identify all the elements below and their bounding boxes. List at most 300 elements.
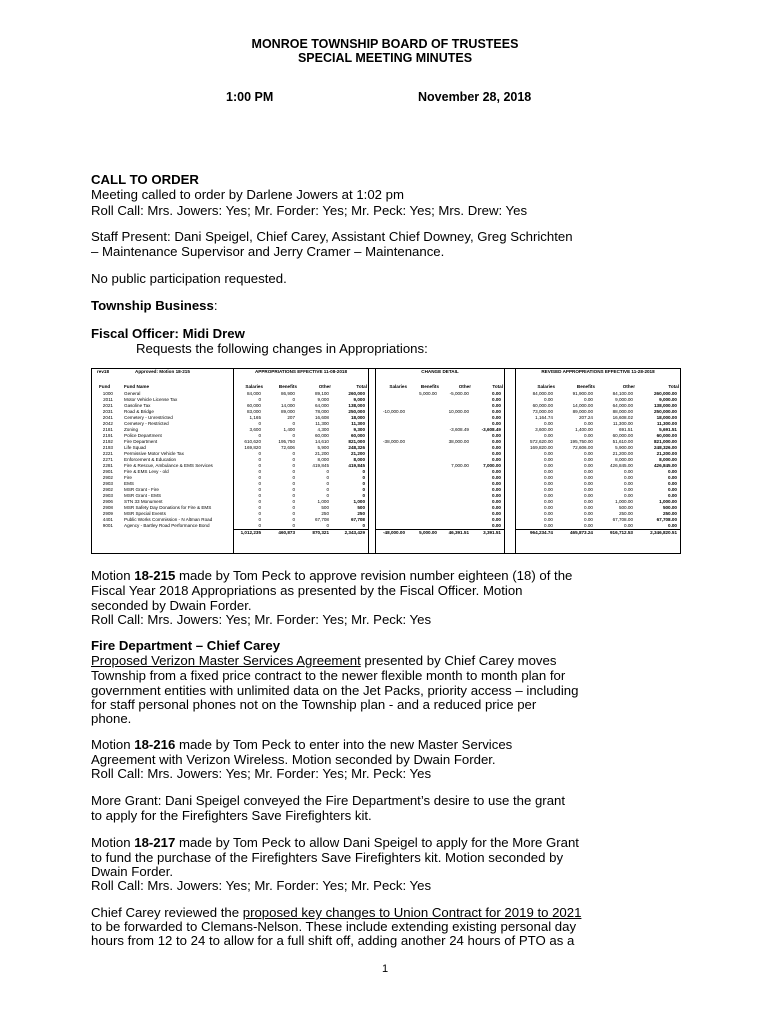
- value-cell: 419,845: [348, 463, 365, 468]
- total-cell: 2,343,429: [344, 530, 365, 535]
- value-cell: 64,000: [314, 403, 329, 408]
- value-cell: 250: [321, 511, 329, 516]
- fund-number-cell: 4401: [102, 517, 113, 522]
- value-cell: 5,900: [317, 445, 329, 450]
- fund-name-cell: Fire & Rescue, Ambulance & EMS Services: [124, 463, 213, 468]
- value-cell: 84,100.00: [612, 391, 633, 396]
- motion-216-roll-call: Roll Call: Mrs. Jowers: Yes; Mr. Forder: Yes; Mr. Peck: Yes: [91, 766, 432, 781]
- value-cell: 195,750.00: [570, 439, 593, 444]
- value-cell: 0: [362, 487, 365, 492]
- fund-number-cell: 2903: [102, 493, 113, 498]
- value-cell: 0.00: [544, 397, 553, 402]
- value-cell: 0.00: [624, 493, 633, 498]
- value-cell: 207: [287, 415, 295, 420]
- column-header-total: Total: [492, 384, 503, 389]
- value-cell: 0.00: [544, 457, 553, 462]
- value-cell: 250: [357, 511, 365, 516]
- value-cell: 84,000.00: [532, 391, 553, 396]
- value-cell: 0: [362, 475, 365, 480]
- value-cell: 0.00: [492, 421, 501, 426]
- value-cell: 0.00: [668, 481, 677, 486]
- fund-number-cell: 2011: [103, 397, 113, 402]
- value-cell: 0: [292, 505, 295, 510]
- value-cell: 0: [292, 451, 295, 456]
- value-cell: 260,000: [348, 391, 365, 396]
- fund-name-cell: Gasoline Tax: [124, 403, 151, 408]
- value-cell: 691.51: [618, 427, 633, 432]
- grant-line-2: to apply for the Firefighters Save Firefighters kit.: [91, 808, 372, 823]
- value-cell: 0.00: [492, 481, 501, 486]
- value-cell: 0.00: [492, 469, 501, 474]
- total-divider: [233, 529, 369, 530]
- value-cell: 0: [326, 481, 329, 486]
- fund-number-cell: 2281: [102, 463, 113, 468]
- value-cell: 0.00: [584, 493, 593, 498]
- value-cell: 0.00: [492, 397, 501, 402]
- value-cell: 0.00: [668, 523, 677, 528]
- total-cell: 465,873.24: [570, 530, 593, 535]
- fund-name-cell: EMS: [124, 481, 134, 486]
- table-approved: Approved: Motion 18-215: [135, 369, 190, 374]
- value-cell: -10,000.00: [383, 409, 405, 414]
- value-cell: 419,845: [312, 463, 329, 468]
- fund-number-cell: 2031: [102, 409, 113, 414]
- value-cell: 0.00: [544, 421, 553, 426]
- value-cell: 5,000.00: [419, 391, 437, 396]
- fund-name-cell: Cemetery - Unrestricted: [124, 415, 173, 420]
- value-cell: 9,300: [353, 427, 365, 432]
- value-cell: 0: [258, 499, 261, 504]
- column-header-benefits: Benefits: [576, 384, 595, 389]
- column-header-salaries: Salaries: [537, 384, 555, 389]
- value-cell: 5,900.00: [615, 445, 633, 450]
- fund-name-cell: MSR Grant - Fire: [124, 487, 159, 492]
- value-cell: 0: [362, 493, 365, 498]
- value-cell: 0: [292, 511, 295, 516]
- fund-number-cell: 2271: [102, 457, 113, 462]
- value-cell: 0: [292, 421, 295, 426]
- motion-prefix: Motion: [91, 737, 135, 752]
- meeting-date: November 28, 2018: [418, 90, 532, 104]
- value-cell: 8,000: [317, 457, 329, 462]
- value-cell: 0.00: [492, 451, 501, 456]
- value-cell: 0: [258, 523, 261, 528]
- value-cell: 89,000: [280, 409, 295, 414]
- value-cell: 0: [362, 523, 365, 528]
- fund-name-cell: Public Works Commission - N Altman Road: [124, 517, 213, 522]
- value-cell: 0: [326, 523, 329, 528]
- fund-name-cell: STN 33 Monument: [124, 499, 163, 504]
- value-cell: 0.00: [492, 439, 501, 444]
- value-cell: 11,300: [351, 421, 365, 426]
- value-cell: 0.00: [492, 457, 501, 462]
- fund-name-cell: Road & Bridge: [124, 409, 154, 414]
- fund-number-cell: 2193: [102, 445, 113, 450]
- fund-number-cell: 1000: [102, 391, 113, 396]
- value-cell: 1,400.00: [575, 427, 593, 432]
- value-cell: 1,000: [353, 499, 365, 504]
- union-contract-link[interactable]: proposed key changes to Union Contract for 2019 to 2021: [242, 905, 582, 920]
- column-header-other: Other: [622, 384, 635, 389]
- value-cell: 16,608: [314, 415, 329, 420]
- value-cell: 195,750: [278, 439, 295, 444]
- value-cell: 0.00: [544, 505, 553, 510]
- fund-number-cell: 2221: [102, 451, 113, 456]
- value-cell: 5,691.51: [659, 427, 677, 432]
- fund-number-cell: 2909: [102, 511, 113, 516]
- value-cell: 83,000: [246, 409, 261, 414]
- value-cell: -3,608.49: [481, 427, 501, 432]
- value-cell: 0: [258, 517, 261, 522]
- group-heading-appropriations: APPROPRIATIONS EFFECTIVE 11-08-2018: [254, 369, 348, 374]
- value-cell: 0: [326, 469, 329, 474]
- value-cell: 0: [292, 469, 295, 474]
- fund-name-cell: Life Squad: [124, 445, 146, 450]
- value-cell: 11,300.00: [612, 421, 633, 426]
- fund-name-cell: MSR Special Events: [124, 511, 166, 516]
- fund-number-cell: 2902: [102, 487, 113, 492]
- value-cell: 0.00: [668, 475, 677, 480]
- value-cell: 0.00: [624, 523, 633, 528]
- column-header-benefits: Benefits: [420, 384, 439, 389]
- value-cell: 7,000.00: [483, 463, 501, 468]
- value-cell: 9,000.00: [659, 397, 677, 402]
- union-line-3: hours from 12 to 24 to allow for a full shift off, adding another 24 hours of PTO as a: [91, 933, 575, 948]
- column-header-fund-name: Fund Name: [124, 384, 150, 389]
- total-cell: -48,000.00: [383, 530, 405, 535]
- fund-number-cell: 2181: [102, 427, 113, 432]
- value-cell: 0.00: [544, 475, 553, 480]
- value-cell: 821,000: [348, 439, 365, 444]
- value-cell: 0: [292, 487, 295, 492]
- value-cell: 0.00: [492, 433, 501, 438]
- fund-number-cell: 2908: [102, 505, 113, 510]
- value-cell: 0.00: [492, 511, 501, 516]
- column-header-other: Other: [458, 384, 471, 389]
- fund-name-cell: Enforcement & Education: [124, 457, 177, 462]
- value-cell: 0.00: [584, 463, 593, 468]
- total-cell: 964,234.74: [530, 530, 553, 535]
- value-cell: 250.00: [662, 511, 677, 516]
- motion-215-line-2: Fiscal Year 2018 Appropriations as presented by the Fiscal Officer. Motion: [91, 583, 523, 598]
- value-cell: 500: [357, 505, 365, 510]
- value-cell: 0.00: [624, 481, 633, 486]
- value-cell: 0: [258, 511, 261, 516]
- value-cell: 821,000.00: [654, 439, 677, 444]
- fund-name-cell: General: [124, 391, 141, 396]
- value-cell: 9,000: [353, 397, 365, 402]
- value-cell: 64,000.00: [612, 403, 633, 408]
- value-cell: 138,000.00: [654, 403, 677, 408]
- value-cell: 0.00: [544, 487, 553, 492]
- value-cell: 0.00: [544, 481, 553, 486]
- total-cell: 870,321: [312, 530, 329, 535]
- value-cell: 21,200.00: [612, 451, 633, 456]
- value-cell: 21,200: [314, 451, 329, 456]
- value-cell: 60,000: [246, 403, 261, 408]
- value-cell: 3,600.00: [535, 427, 553, 432]
- value-cell: 138,000: [348, 403, 365, 408]
- value-cell: 0.00: [668, 493, 677, 498]
- total-divider: [375, 529, 505, 530]
- value-cell: 78,000: [314, 409, 329, 414]
- fund-name-cell: MSR Grant - EMS: [124, 493, 162, 498]
- value-cell: 248,326: [348, 445, 365, 450]
- total-cell: 46,391.51: [448, 530, 469, 535]
- fire-line-5: phone.: [91, 711, 132, 726]
- motion-number: 18-217: [134, 835, 176, 850]
- value-cell: 0.00: [584, 523, 593, 528]
- call-to-order-heading: CALL TO ORDER: [91, 172, 199, 187]
- value-cell: 0: [292, 517, 295, 522]
- value-cell: 0: [326, 487, 329, 492]
- value-cell: 248,326.00: [654, 445, 677, 450]
- column-header-salaries: Salaries: [245, 384, 263, 389]
- value-cell: 60,000.00: [656, 433, 677, 438]
- group-heading-change: CHANGE DETAIL: [421, 369, 459, 374]
- union-line-2: to be forwarded to Clemans-Nelson. These include extending existing personal day: [91, 919, 577, 934]
- staff-present-line-2: – Maintenance Supervisor and Jerry Cramer – Maintenance.: [91, 244, 445, 259]
- value-cell: 14,000.00: [572, 403, 593, 408]
- value-cell: 250.00: [618, 511, 633, 516]
- motion-216-line-1: [91, 737, 512, 752]
- fund-number-cell: 2042: [102, 421, 113, 426]
- value-cell: 0.00: [492, 505, 501, 510]
- union-line-1: [91, 905, 581, 920]
- board-title: MONROE TOWNSHIP BOARD OF TRUSTEES: [251, 37, 519, 51]
- fund-name-cell: Cemetery - Restricted: [124, 421, 169, 426]
- value-cell: 9,000.00: [615, 397, 633, 402]
- motion-217-roll-call: Roll Call: Mrs. Jowers: Yes; Mr. Forder: Yes; Mr. Peck: Yes: [91, 878, 432, 893]
- value-cell: 0.00: [544, 517, 553, 522]
- motion-217-line-3: Dwain Forder.: [91, 864, 174, 879]
- column-header-total: Total: [668, 384, 679, 389]
- motion-number: 18-216: [134, 737, 176, 752]
- value-cell: 67,708: [350, 517, 365, 522]
- motion-215-line-1: [91, 568, 572, 583]
- value-cell: 14,610: [314, 439, 329, 444]
- value-cell: 60,000.00: [532, 403, 553, 408]
- value-cell: 8,000: [353, 457, 365, 462]
- value-cell: 18,000: [350, 415, 365, 420]
- fiscal-request-line: Requests the following changes in Appropriations:: [136, 341, 428, 356]
- value-cell: 0.00: [584, 517, 593, 522]
- value-cell: 1,400: [283, 427, 295, 432]
- value-cell: 0: [258, 451, 261, 456]
- fund-number-cell: 2902: [102, 475, 113, 480]
- total-divider: [515, 529, 681, 530]
- value-cell: 0: [326, 475, 329, 480]
- value-cell: 0.00: [492, 523, 501, 528]
- value-cell: 88,000.00: [612, 409, 633, 414]
- fund-name-cell: Motor Vehicle License Tax: [124, 397, 178, 402]
- value-cell: 72,606.00: [572, 445, 593, 450]
- column-header-fund: Fund: [99, 384, 111, 389]
- fire-line-1-text: presented by Chief Carey moves: [360, 653, 557, 668]
- value-cell: 0: [258, 487, 261, 492]
- value-cell: 500.00: [662, 505, 677, 510]
- value-cell: 73,000.00: [532, 409, 553, 414]
- value-cell: 8,000.00: [659, 457, 677, 462]
- motion-text: made by Tom Peck to approve revision number eighteen (18) of the: [175, 568, 573, 583]
- value-cell: 4,300: [317, 427, 329, 432]
- grant-line-1: More Grant: Dani Speigel conveyed the Fire Department’s desire to use the grant: [91, 793, 566, 808]
- value-cell: 169,820: [244, 445, 261, 450]
- column-header-other: Other: [318, 384, 331, 389]
- value-cell: -38,000.00: [383, 439, 405, 444]
- value-cell: 0: [258, 481, 261, 486]
- value-cell: 0.00: [624, 475, 633, 480]
- motion-text: made by Tom Peck to enter into the new Master Services: [175, 737, 513, 752]
- total-cell: 5,000.00: [419, 530, 437, 535]
- value-cell: 67,708: [314, 517, 329, 522]
- value-cell: 60,000.00: [612, 433, 633, 438]
- value-cell: 89,100: [314, 391, 329, 396]
- value-cell: 0.00: [544, 523, 553, 528]
- fund-number-cell: 2903: [102, 481, 113, 486]
- value-cell: 0.00: [492, 391, 501, 396]
- fund-name-cell: Police Department: [124, 433, 162, 438]
- fire-line-1: [91, 653, 556, 668]
- fund-name-cell: Fire & EMS Levy - old: [124, 469, 169, 474]
- value-cell: 0: [258, 433, 261, 438]
- value-cell: 0.00: [544, 469, 553, 474]
- value-cell: 0.00: [492, 493, 501, 498]
- value-cell: 0: [258, 457, 261, 462]
- value-cell: 9,000: [317, 397, 329, 402]
- appropriations-table: [91, 368, 681, 554]
- public-participation: No public participation requested.: [91, 271, 287, 286]
- value-cell: 250,000.00: [654, 409, 677, 414]
- total-cell: 460,873: [278, 530, 295, 535]
- value-cell: 91,900.00: [572, 391, 593, 396]
- table-rev: rev18: [97, 369, 110, 374]
- value-cell: 0: [258, 397, 261, 402]
- motion-prefix: Motion: [91, 568, 135, 583]
- value-cell: 0.00: [584, 469, 593, 474]
- fire-line-4: for staff personal phones not on the Township plan - and a reduced price per: [91, 697, 537, 712]
- value-cell: 0: [292, 433, 295, 438]
- value-cell: 21,200: [350, 451, 365, 456]
- fund-name-cell: Zoning: [124, 427, 139, 432]
- value-cell: 86,900: [280, 391, 295, 396]
- value-cell: 89,000.00: [572, 409, 593, 414]
- value-cell: 0.00: [492, 475, 501, 480]
- value-cell: 0: [292, 523, 295, 528]
- motion-216-line-2: Agreement with Verizon Wireless. Motion seconded by Dwain Forder.: [91, 752, 496, 767]
- motion-217-line-1: [91, 835, 579, 850]
- value-cell: 0: [258, 505, 261, 510]
- verizon-agreement-link[interactable]: Proposed Verizon Master Services Agreement: [91, 653, 361, 668]
- value-cell: 426,845.00: [610, 463, 633, 468]
- value-cell: 0.00: [544, 499, 553, 504]
- value-cell: 0.00: [584, 511, 593, 516]
- value-cell: 0.00: [492, 499, 501, 504]
- value-cell: 0.00: [544, 433, 553, 438]
- township-business-label: Township Business: [91, 298, 214, 313]
- fire-department-heading: Fire Department – Chief Carey: [91, 638, 281, 653]
- union-line-1-text: Chief Carey reviewed the: [91, 905, 243, 920]
- meeting-time: 1:00 PM: [226, 90, 274, 104]
- total-cell: 1,012,235: [240, 530, 261, 535]
- value-cell: 0: [258, 463, 261, 468]
- total-cell: 3,391.51: [483, 530, 501, 535]
- value-cell: 0.00: [584, 397, 593, 402]
- value-cell: 0: [292, 457, 295, 462]
- value-cell: 0.00: [544, 463, 553, 468]
- value-cell: 0.00: [544, 493, 553, 498]
- value-cell: 0.00: [492, 415, 501, 420]
- fund-number-cell: 9001: [102, 523, 113, 528]
- value-cell: 0.00: [492, 487, 501, 492]
- fund-number-cell: 2041: [102, 415, 113, 420]
- township-business-colon: :: [213, 298, 218, 313]
- column-header-benefits: Benefits: [278, 384, 297, 389]
- fund-name-cell: Permissive Motor Vehicle Tax: [124, 451, 184, 456]
- group-heading-revised: REVISED APPROPRIATIONS EFFECTIVE 11-28-2018: [541, 369, 655, 374]
- column-header-total: Total: [356, 384, 367, 389]
- fund-name-cell: MSR Safety Day Donations for Fire & EMS: [124, 505, 212, 510]
- value-cell: 11,300.00: [656, 421, 677, 426]
- value-cell: 38,000.00: [448, 439, 469, 444]
- value-cell: 0: [292, 463, 295, 468]
- value-cell: 67,708.00: [656, 517, 677, 522]
- value-cell: -3,608.49: [449, 427, 469, 432]
- value-cell: 21,200.00: [656, 451, 677, 456]
- value-cell: 0.00: [584, 475, 593, 480]
- value-cell: 0.00: [584, 421, 593, 426]
- value-cell: 1,165: [249, 415, 261, 420]
- value-cell: 426,845.00: [654, 463, 677, 468]
- value-cell: 0: [362, 469, 365, 474]
- value-cell: 0.00: [584, 451, 593, 456]
- value-cell: 18,000.00: [656, 415, 677, 420]
- value-cell: 60,000: [350, 433, 365, 438]
- value-cell: 0: [258, 475, 261, 480]
- value-cell: 0: [292, 475, 295, 480]
- fund-number-cell: 2021: [102, 403, 113, 408]
- value-cell: 0.00: [492, 445, 501, 450]
- column-header-salaries: Salaries: [389, 384, 407, 389]
- staff-present-line-1: Staff Present: Dani Speigel, Chief Carey, Assistant Chief Downey, Greg Schrichten: [91, 229, 573, 244]
- value-cell: 14,000: [280, 403, 295, 408]
- fund-number-cell: 2906: [102, 499, 113, 504]
- value-cell: 0.00: [584, 499, 593, 504]
- value-cell: 72,606: [280, 445, 295, 450]
- value-cell: 0: [362, 481, 365, 486]
- value-cell: 169,820.00: [530, 445, 553, 450]
- motion-number: 18-215: [134, 568, 176, 583]
- fire-line-3: government entities with unlimited data on the Jet Packs, priority access – including: [91, 683, 579, 698]
- document-title: SPECIAL MEETING MINUTES: [297, 51, 473, 65]
- value-cell: 0: [258, 469, 261, 474]
- value-cell: 1,164.74: [535, 415, 553, 420]
- total-cell: 2,346,820.51: [650, 530, 677, 535]
- motion-prefix: Motion: [91, 835, 135, 850]
- value-cell: 8,000.00: [615, 457, 633, 462]
- motion-215-line-3: seconded by Dwain Forder.: [91, 598, 252, 613]
- value-cell: 10,000.00: [448, 409, 469, 414]
- value-cell: 0.00: [668, 487, 677, 492]
- value-cell: 1,000.00: [615, 499, 633, 504]
- value-cell: 0.00: [584, 487, 593, 492]
- fund-name-cell: Fire: [124, 475, 132, 480]
- value-cell: 0: [292, 481, 295, 486]
- value-cell: 0: [258, 493, 261, 498]
- fiscal-officer-heading: Fiscal Officer: Midi Drew: [91, 326, 245, 341]
- value-cell: 11,300: [315, 421, 329, 426]
- fund-name-cell: Agency - Bartley Road Performance Bond: [124, 523, 210, 528]
